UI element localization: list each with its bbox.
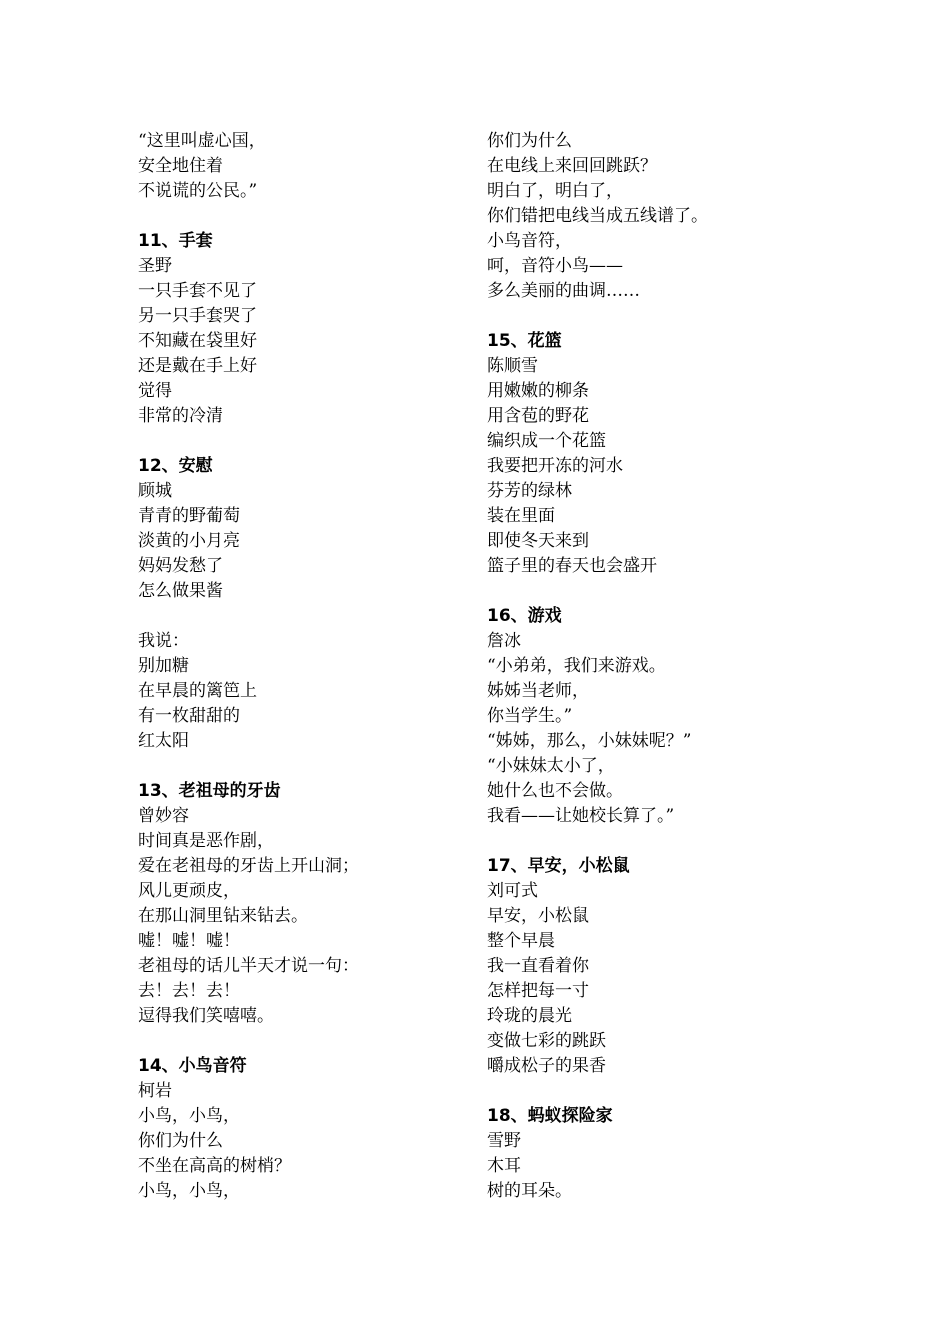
right-column xyxy=(487,129,917,1204)
poem-line: 木耳 xyxy=(487,1156,521,1176)
poem-line: 詹冰 xyxy=(487,631,521,651)
poem-line: 嘘！嘘！嘘！ xyxy=(138,931,240,951)
stanza-gap xyxy=(487,579,917,604)
poem-line: 你们为什么 xyxy=(487,131,572,151)
poem-line: 还是戴在手上好 xyxy=(138,356,257,376)
stanza-gap xyxy=(138,604,458,629)
poem-title: 14、小鸟音符 xyxy=(138,1056,247,1076)
poem-line: 小鸟，小鸟， xyxy=(138,1106,240,1126)
stanza-gap xyxy=(487,829,917,854)
stanza-gap xyxy=(138,204,458,229)
poem-line: “这里叫虚心国， xyxy=(138,131,266,151)
poem-line: “小妹妹太小了， xyxy=(487,756,615,776)
poem-line: 你当学生。” xyxy=(487,706,573,726)
poem-line: 变做七彩的跳跃 xyxy=(487,1031,606,1051)
poem-line: 淡黄的小月亮 xyxy=(138,531,240,551)
poem-line: 在那山洞里钻来钻去。 xyxy=(138,906,308,926)
poem-line: 怎么做果酱 xyxy=(138,581,223,601)
left-column xyxy=(138,129,458,1204)
poem-line: 我一直看着你 xyxy=(487,956,589,976)
poem-line: 非常的冷清 xyxy=(138,406,223,426)
poem-line: 不坐在高高的树梢？ xyxy=(138,1156,291,1176)
poem-line: 小鸟，小鸟， xyxy=(138,1181,240,1201)
poem-line: 雪野 xyxy=(487,1131,521,1151)
poem-line: 圣野 xyxy=(138,256,172,276)
poem-title: 18、蚂蚁探险家 xyxy=(487,1106,613,1126)
poem-title: 17、早安，小松鼠 xyxy=(487,856,630,876)
poem-line: 一只手套不见了 xyxy=(138,281,257,301)
poem-line: 在早晨的篱笆上 xyxy=(138,681,257,701)
poem-line: 用含苞的野花 xyxy=(487,406,589,426)
stanza-gap xyxy=(138,754,458,779)
poem-line: 编织成一个花篮 xyxy=(487,431,606,451)
poem-line: 即使冬天来到 xyxy=(487,531,589,551)
poem-line: 姊姊当老师， xyxy=(487,681,589,701)
poem-line: 陈顺雪 xyxy=(487,356,538,376)
poem-line: 她什么也不会做。 xyxy=(487,781,623,801)
poem-line: 曾妙容 xyxy=(138,806,189,826)
poem-line: 时间真是恶作剧， xyxy=(138,831,274,851)
poem-line: 我说： xyxy=(138,631,189,651)
poem-line: 你们错把电线当成五线谱了。 xyxy=(487,206,708,226)
poem-line: 装在里面 xyxy=(487,506,555,526)
poem-line: 老祖母的话儿半天才说一句： xyxy=(138,956,359,976)
poem-line: 柯岩 xyxy=(138,1081,172,1101)
poem-line: 安全地住着 xyxy=(138,156,223,176)
poem-line: 多么美丽的曲调…… xyxy=(487,281,640,301)
poem-line: 明白了，明白了， xyxy=(487,181,623,201)
poem-line: 小鸟音符， xyxy=(487,231,572,251)
stanza-gap xyxy=(138,1029,458,1054)
poem-line: 整个早晨 xyxy=(487,931,555,951)
poem-line: 逗得我们笑嘻嘻。 xyxy=(138,1006,274,1026)
poem-line: 刘可式 xyxy=(487,881,538,901)
poem-line: 树的耳朵。 xyxy=(487,1181,572,1201)
poem-line: 你们为什么 xyxy=(138,1131,223,1151)
poem-line: 不说谎的公民。” xyxy=(138,181,258,201)
poem-line: 怎样把每一寸 xyxy=(487,981,589,1001)
poem-line: 用嫩嫩的柳条 xyxy=(487,381,589,401)
poem-line: 别加糖 xyxy=(138,656,189,676)
poem-line: 芬芳的绿林 xyxy=(487,481,572,501)
poem-line: 呵，音符小鸟—— xyxy=(487,256,623,276)
poem-line: 我看——让她校长算了。” xyxy=(487,806,675,826)
stanza-gap xyxy=(138,429,458,454)
poem-line: 红太阳 xyxy=(138,731,189,751)
poem-line: 觉得 xyxy=(138,381,172,401)
poem-title: 12、安慰 xyxy=(138,456,213,476)
poem-line: 不知藏在袋里好 xyxy=(138,331,257,351)
poem-line: 玲珑的晨光 xyxy=(487,1006,572,1026)
stanza-gap xyxy=(487,1079,917,1104)
poem-line: 妈妈发愁了 xyxy=(138,556,223,576)
poem-title: 16、游戏 xyxy=(487,606,562,626)
poem-line: 风儿更顽皮， xyxy=(138,881,240,901)
poem-line: 顾城 xyxy=(138,481,172,501)
poem-line: 早安，小松鼠 xyxy=(487,906,589,926)
poem-line: 嚼成松子的果香 xyxy=(487,1056,606,1076)
poem-title: 13、老祖母的牙齿 xyxy=(138,781,281,801)
poem-line: 青青的野葡萄 xyxy=(138,506,240,526)
poem-line: 爱在老祖母的牙齿上开山洞； xyxy=(138,856,359,876)
poem-title: 11、手套 xyxy=(138,231,213,251)
poem-line: 另一只手套哭了 xyxy=(138,306,257,326)
poem-line: 有一枚甜甜的 xyxy=(138,706,240,726)
poem-line: 在电线上来回回跳跃？ xyxy=(487,156,657,176)
poem-title: 15、花篮 xyxy=(487,331,562,351)
poem-line: 篮子里的春天也会盛开 xyxy=(487,556,657,576)
poem-line: “姊姊，那么，小妹妹呢？” xyxy=(487,731,692,751)
poem-line: 去！去！去！ xyxy=(138,981,240,1001)
stanza-gap xyxy=(487,304,917,329)
poem-line: “小弟弟，我们来游戏。 xyxy=(487,656,666,676)
poem-line: 我要把开冻的河水 xyxy=(487,456,623,476)
